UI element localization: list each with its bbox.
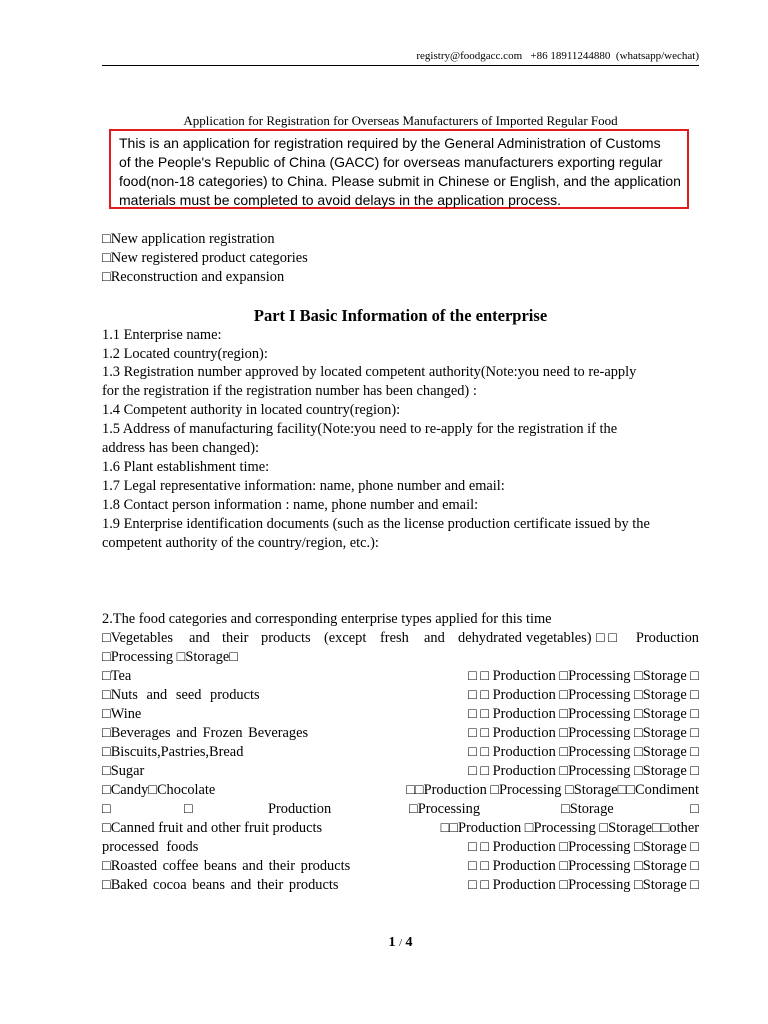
veg-word: (except [324, 630, 367, 646]
category-options: □ □ Production □Processing □Storage □ [468, 858, 699, 874]
field-facility-address-cont: address has been changed): [102, 440, 260, 456]
category-options: □□Production □Processing □Storage□□other [440, 820, 699, 836]
row-wine[interactable] [102, 706, 699, 724]
row-roasted-coffee[interactable] [102, 858, 699, 876]
category-options: □ □ Production □Processing □Storage □ [468, 744, 699, 760]
header-phone: +86 18911244880 [530, 50, 611, 62]
row-vegetables[interactable] [102, 630, 699, 648]
field-competent-authority: 1.4 Competent authority in located country(region): [102, 402, 401, 418]
category-options: □□Production □Processing □Storage□□Condiment [406, 782, 699, 798]
field-contact-person: 1.8 Contact person information : name, phone number and email: [102, 497, 479, 513]
row-sugar[interactable] [102, 763, 699, 781]
category-options: □ □ Production □Processing □Storage □ [468, 877, 699, 893]
row-condiment-options[interactable] [102, 801, 699, 819]
category-label: □Biscuits,Pastries,Bread [102, 744, 244, 760]
veg-word: dehydrated [458, 630, 522, 646]
category-options: □ □ Production □Processing □Storage □ [468, 839, 699, 855]
veg-word: and [424, 630, 445, 646]
category-options: □ □ Production □Processing □Storage □ [468, 725, 699, 741]
category-label: □Sugar [102, 763, 145, 779]
field-registration-number-cont: for the registration if the registration number has been changed) : [102, 383, 477, 399]
field-registration-number: 1.3 Registration number approved by located competent authority(Note:you need to re-apply [102, 364, 637, 380]
veg-word: their [222, 630, 249, 646]
notice-line: This is an application for registration required by the General Administration of Customs [119, 135, 661, 151]
field-enterprise-name: 1.1 Enterprise name: [102, 327, 222, 343]
row-candy-chocolate[interactable] [102, 782, 699, 800]
category-label: □Tea [102, 668, 132, 684]
category-label: □Canned fruit and other fruit products [102, 820, 323, 836]
page-separator: / [398, 937, 403, 949]
category-options: □ □ Production □Processing □Storage □ [468, 687, 699, 703]
veg-word: fresh [380, 630, 409, 646]
page-header [102, 49, 699, 66]
row-processed-foods[interactable] [102, 839, 699, 857]
field-legal-representative: 1.7 Legal representative information: name, phone number and email: [102, 478, 505, 494]
part1-title: Part I Basic Information of the enterprise [253, 306, 548, 325]
notice-line: of the People's Republic of China (GACC) for overseas manufacturers exporting regular [119, 154, 663, 170]
veg-word: □ □ [596, 630, 617, 646]
category-options: □ □ Production □Processing □Storage □ [468, 706, 699, 722]
page-current: 1 [388, 935, 396, 950]
category-label: □Beverages and Frozen Beverages [102, 725, 309, 741]
section2-heading: 2.The food categories and corresponding enterprise types applied for this time [102, 611, 552, 627]
row-canned-fruit[interactable] [102, 820, 699, 838]
veg-word: and [189, 630, 210, 646]
application-title: Application for Registration for Overseas Manufacturers of Imported Regular Food [183, 113, 618, 128]
page-total: 4 [405, 935, 413, 950]
field-identification-documents: 1.9 Enterprise identification documents (such as the license production certificate issued by the [102, 516, 650, 532]
condiment-token: □ [102, 801, 111, 817]
veg-word: □Vegetables [102, 630, 174, 646]
category-label: □Nuts and seed products [102, 687, 260, 703]
notice-box [109, 129, 689, 209]
field-identification-documents-cont: competent authority of the country/region, etc.): [102, 535, 379, 551]
page-number [102, 935, 699, 951]
header-contact [416, 50, 699, 62]
row-biscuits[interactable] [102, 744, 699, 762]
header-channel: (whatsapp/wechat) [615, 50, 699, 62]
row-nuts-seeds[interactable] [102, 687, 699, 705]
row-vegetables-options[interactable]: □Processing □Storage□ [102, 649, 238, 665]
condiment-token: □Storage [561, 801, 614, 817]
category-label: □Roasted coffee beans and their products [102, 858, 351, 874]
row-tea[interactable] [102, 668, 699, 686]
row-beverages[interactable] [102, 725, 699, 743]
category-label: □Wine [102, 706, 142, 722]
category-label: □Baked cocoa beans and their products [102, 877, 339, 893]
category-options: □ □ Production □Processing □Storage □ [468, 668, 699, 684]
veg-word: vegetables) [526, 630, 592, 646]
category-label: □Candy□Chocolate [102, 782, 216, 798]
field-facility-address: 1.5 Address of manufacturing facility(Note:you need to re-apply for the registration if the [102, 421, 618, 437]
veg-word: products [261, 630, 311, 646]
notice-line: materials must be completed to avoid delays in the application process. [119, 192, 562, 208]
condiment-token: □Processing [409, 801, 481, 817]
field-establishment-time: 1.6 Plant establishment time: [102, 459, 270, 475]
header-email: registry@foodgacc.com [416, 50, 523, 62]
veg-word: Production [635, 630, 699, 646]
condiment-token: Production [268, 801, 332, 817]
checkbox-new-application[interactable]: □New application registration [102, 231, 275, 247]
field-located-country: 1.2 Located country(region): [102, 346, 268, 362]
category-label: processed foods [102, 839, 199, 855]
checkbox-new-product-categories[interactable]: □New registered product categories [102, 250, 308, 266]
checkbox-reconstruction-expansion[interactable]: □Reconstruction and expansion [102, 269, 285, 285]
category-options: □ □ Production □Processing □Storage □ [468, 763, 699, 779]
notice-line: food(non-18 categories) to China. Please submit in Chinese or English, and the application [119, 173, 681, 189]
condiment-token: □ [690, 801, 699, 817]
condiment-token: □ [184, 801, 193, 817]
row-baked-cocoa[interactable] [102, 877, 699, 895]
